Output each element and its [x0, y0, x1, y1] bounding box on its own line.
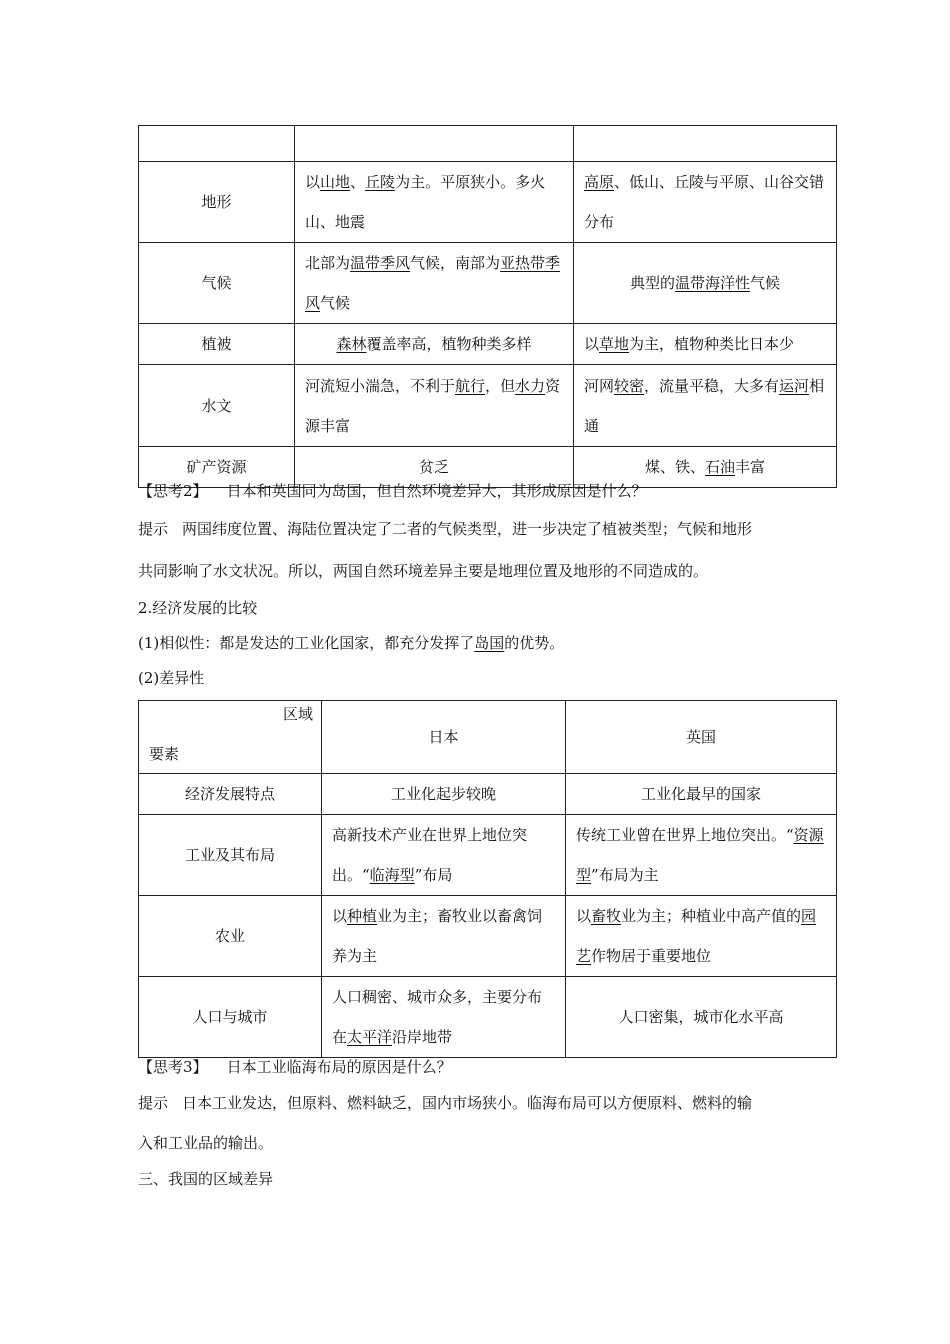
cell-text: 丰富 — [735, 458, 766, 476]
cell-text: 气候 — [750, 274, 781, 292]
economy-comparison-table — [138, 700, 837, 1058]
row-label: 地形 — [139, 162, 295, 243]
cell-text: 覆盖率高，植物种类多样 — [366, 335, 532, 353]
underlined-term: 航行 — [455, 376, 486, 395]
underlined-term: 森林 — [336, 335, 367, 353]
cell-text: 相通 — [584, 376, 825, 435]
header-japan: 日本 — [322, 701, 566, 774]
uk-cell — [574, 324, 837, 365]
cell-text: 北部为 — [305, 254, 351, 272]
table1-row — [139, 243, 837, 324]
think2-hint-line1: 提示 两国纬度位置、海陆位置决定了二者的气候类型，进一步决定了植被类型；气候和地形 — [138, 520, 753, 538]
uk-cell — [574, 243, 837, 324]
difference-title: (2)差异性 — [138, 669, 205, 687]
row-label: 气候 — [139, 243, 295, 324]
uk-cell — [566, 815, 837, 896]
cell-text: 河网 — [584, 376, 615, 395]
underlined-term: 温带海洋性 — [674, 274, 750, 292]
cell-text: 以 — [305, 173, 321, 191]
cell-text: 人口稠密、城市众多，主要分布在 — [332, 988, 543, 1046]
underlined-term: 资源型 — [576, 826, 824, 884]
underlined-term: 太平洋 — [347, 1028, 393, 1046]
row-label: 工业及其布局 — [139, 815, 322, 896]
cell-text: 、低山、丘陵与平原、山谷交错分布 — [584, 173, 825, 231]
think3-hint-line1: 提示 日本工业发达，但原料、燃料缺乏，国内市场狭小。临海布局可以方便原料、燃料的输 — [138, 1094, 753, 1112]
row-label: 矿产资源 — [139, 447, 295, 488]
underlined-term: 山地 — [320, 173, 351, 191]
cell-text: 为主，植物种类比日本少 — [629, 335, 795, 353]
underlined-term: 高原 — [584, 173, 615, 191]
cell-text: ”布局为主 — [591, 866, 659, 884]
underlined-term: 丘陵 — [365, 173, 396, 191]
cell-text: 煤、铁、 — [644, 458, 705, 476]
table2-row — [139, 977, 837, 1058]
row-label — [139, 126, 295, 162]
underlined-term: 亚热带季风 — [305, 254, 561, 312]
table1-row — [139, 324, 837, 365]
japan-cell — [295, 365, 574, 447]
japan-cell — [295, 324, 574, 365]
cell-text: ”布局 — [414, 866, 453, 884]
underlined-term: 园艺 — [576, 907, 817, 965]
header-uk: 英国 — [566, 701, 837, 774]
cell-text: 典型的 — [629, 274, 675, 292]
header-region-factor: 区域 要素 — [139, 701, 322, 774]
uk-cell — [566, 774, 837, 815]
cell-text: 工业化起步较晚 — [390, 785, 496, 803]
table2-row — [139, 815, 837, 896]
row-label: 农业 — [139, 896, 322, 977]
similarity-text: (1)相似性：都是发达的工业化国家，都充分发挥了岛国的优势。 — [138, 634, 565, 652]
cell-text: 工业化最早的国家 — [640, 785, 761, 803]
cell-text: 以 — [584, 335, 600, 353]
cell-text: 以 — [576, 907, 592, 925]
uk-cell — [574, 162, 837, 243]
cell-text: 以 — [332, 907, 348, 925]
table2-row — [139, 896, 837, 977]
japan-cell — [322, 815, 566, 896]
cell-text: 资源丰富 — [305, 376, 561, 435]
table1-row — [139, 126, 837, 162]
table2-header-row — [139, 701, 837, 774]
table1-row — [139, 162, 837, 243]
japan-cell — [322, 977, 566, 1058]
cell-text: 为主。平原狭小。多火山、地震 — [305, 173, 546, 231]
uk-cell — [574, 126, 837, 162]
cell-text: 气候，南部为 — [410, 254, 501, 272]
cell-text: 贫乏 — [418, 458, 449, 476]
cell-text: 沿岸地带 — [392, 1028, 453, 1046]
japan-cell — [295, 126, 574, 162]
think3-hint-line2: 入和工业品的输出。 — [138, 1134, 274, 1152]
cell-text: 业为主；畜牧业以畜禽饲养为主 — [332, 907, 543, 965]
cell-text: 气候 — [320, 294, 351, 312]
think2-hint-line2: 共同影响了水文状况。所以，两国自然环境差异主要是地理位置及地形的不同造成的。 — [138, 562, 709, 580]
underlined-term: 水力 — [515, 376, 546, 395]
underlined-term: 畜牧 — [591, 907, 622, 925]
cell-text: 、 — [350, 173, 366, 191]
underlined-term: 石油 — [704, 458, 735, 476]
underlined-term: 临海型 — [369, 866, 415, 884]
cell-text: 人口密集，城市化水平高 — [618, 1008, 784, 1026]
underlined-term: 草地 — [599, 335, 630, 353]
cell-text: 传统工业曾在世界上地位突出。“ — [576, 826, 794, 844]
nature-comparison-table — [138, 125, 837, 488]
cell-text: ，流量平稳，大多有 — [644, 376, 780, 395]
underlined-term: 温带季风 — [350, 254, 411, 272]
table1-row — [139, 365, 837, 447]
section3-title: 三、我国的区域差异 — [138, 1170, 274, 1188]
cell-text: 业为主；种植业中高产值的 — [621, 907, 802, 925]
think3-question: 【思考3】 日本工业临海布局的原因是什么？ — [138, 1058, 452, 1076]
underlined-term: 较密 — [614, 376, 645, 395]
japan-cell — [295, 162, 574, 243]
row-label: 水文 — [139, 365, 295, 447]
row-label: 经济发展特点 — [139, 774, 322, 815]
cell-text: 高新技术产业在世界上地位突出。“ — [332, 826, 528, 884]
uk-cell — [566, 896, 837, 977]
underlined-term: 种植 — [347, 907, 378, 925]
row-label: 植被 — [139, 324, 295, 365]
row-label: 人口与城市 — [139, 977, 322, 1058]
table2-row — [139, 774, 837, 815]
uk-cell — [574, 365, 837, 447]
underlined-term: 运河 — [779, 376, 810, 395]
japan-cell — [322, 896, 566, 977]
uk-cell — [566, 977, 837, 1058]
cell-text: 河流短小湍急，不利于 — [305, 376, 456, 395]
japan-cell — [322, 774, 566, 815]
think2-question: 【思考2】 日本和英国同为岛国，但自然环境差异大，其形成原因是什么？ — [138, 482, 647, 500]
japan-cell — [295, 243, 574, 324]
cell-text: ，但 — [485, 376, 516, 395]
section2-title: 2.经济发展的比较 — [138, 599, 258, 617]
cell-text: 作物居于重要地位 — [591, 947, 712, 965]
